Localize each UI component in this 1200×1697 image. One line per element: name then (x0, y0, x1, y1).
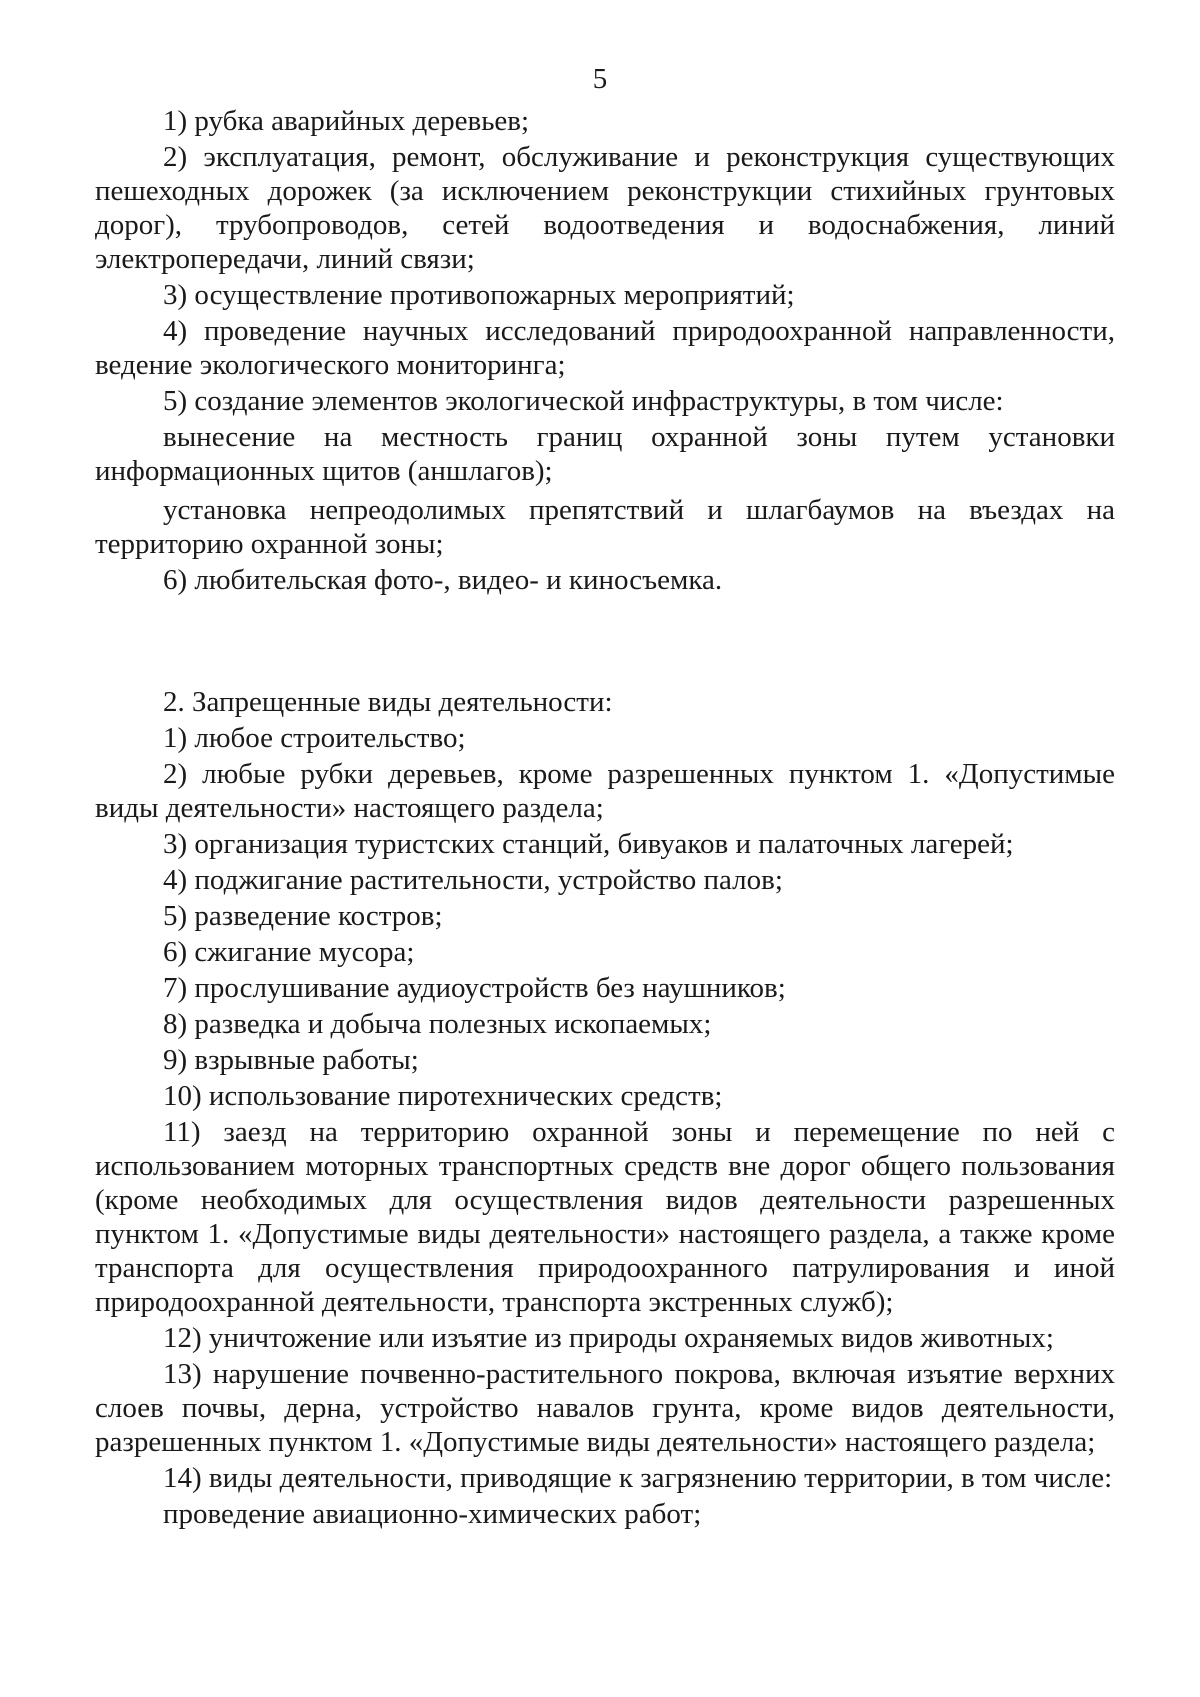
list-item: 13) нарушение почвенно-растительного покрова, включая изъятие верхних слоев почвы, дерна, устройство навалов грунта, кроме видов деятельности, разрешенных пунктом 1. «Допустимые виды деятельности» настоящего раздела; (95, 1358, 1115, 1458)
list-item: 14) виды деятельности, приводящие к загрязнению территории, в том числе: (163, 1462, 1113, 1494)
list-item: 1) любое строительство; (163, 722, 466, 754)
list-item: 11) заезд на территорию охранной зоны и перемещение по ней с использованием моторных транспортных средств вне дорог общего пользования (кроме необходимых для осуществления видов деятельности разрешенных пунктом 1. «Допустимые виды деятельности» настоящего раздела, а также кроме транспорта для осуществления природоохранного патрулирования и иной природоохранной деятельности, транспорта экстренных служб); (95, 1116, 1115, 1318)
list-item: 5) создание элементов экологической инфраструктуры, в том числе: (163, 385, 1004, 417)
list-item: 12) уничтожение или изъятие из природы охраняемых видов животных; (163, 1322, 1054, 1354)
list-item: 6) любительская фото-, видео- и киносъемка. (163, 564, 723, 596)
list-item: 2) любые рубки деревьев, кроме разрешенных пунктом 1. «Допустимые виды деятельности» настоящего раздела; (95, 758, 1115, 824)
list-item: 4) поджигание растительности, устройство палов; (163, 864, 783, 896)
list-item: 10) использование пиротехнических средств; (163, 1080, 723, 1112)
list-item: 7) прослушивание аудиоустройств без наушников; (163, 972, 786, 1004)
page-number: 5 (592, 63, 608, 95)
list-item: 3) организация туристских станций, бивуаков и палаточных лагерей; (163, 828, 1014, 860)
list-item: 6) сжигание мусора; (163, 936, 415, 968)
section-heading: 2. Запрещенные виды деятельности: (163, 686, 613, 718)
list-item: 3) осуществление противопожарных мероприятий; (163, 279, 795, 311)
list-item: вынесение на местность границ охранной зоны путем установки информационных щитов (аншлагов); (95, 421, 1115, 487)
prohibited-activities-section (95, 685, 1115, 1531)
list-item: 2) эксплуатация, ремонт, обслуживание и реконструкция существующих пешеходных дорожек (за исключением реконструкции стихийных грунтовых дорог), трубопроводов, сетей водоотведения и водоснабжения, линий электропередачи, линий связи; (95, 141, 1115, 275)
list-item: 5) разведение костров; (163, 900, 443, 932)
list-item: 1) рубка аварийных деревьев; (163, 105, 530, 137)
list-item: проведение авиационно-химических работ; (163, 1498, 702, 1530)
list-item: 4) проведение научных исследований природоохранной направленности, ведение экологического мониторинга; (95, 315, 1115, 381)
permitted-activities-list (95, 104, 1115, 597)
list-item: установка непреодолимых препятствий и шлагбаумов на въездах на территорию охранной зоны; (95, 494, 1115, 560)
list-item: 8) разведка и добыча полезных ископаемых; (163, 1008, 712, 1040)
list-item: 9) взрывные работы; (163, 1044, 419, 1076)
